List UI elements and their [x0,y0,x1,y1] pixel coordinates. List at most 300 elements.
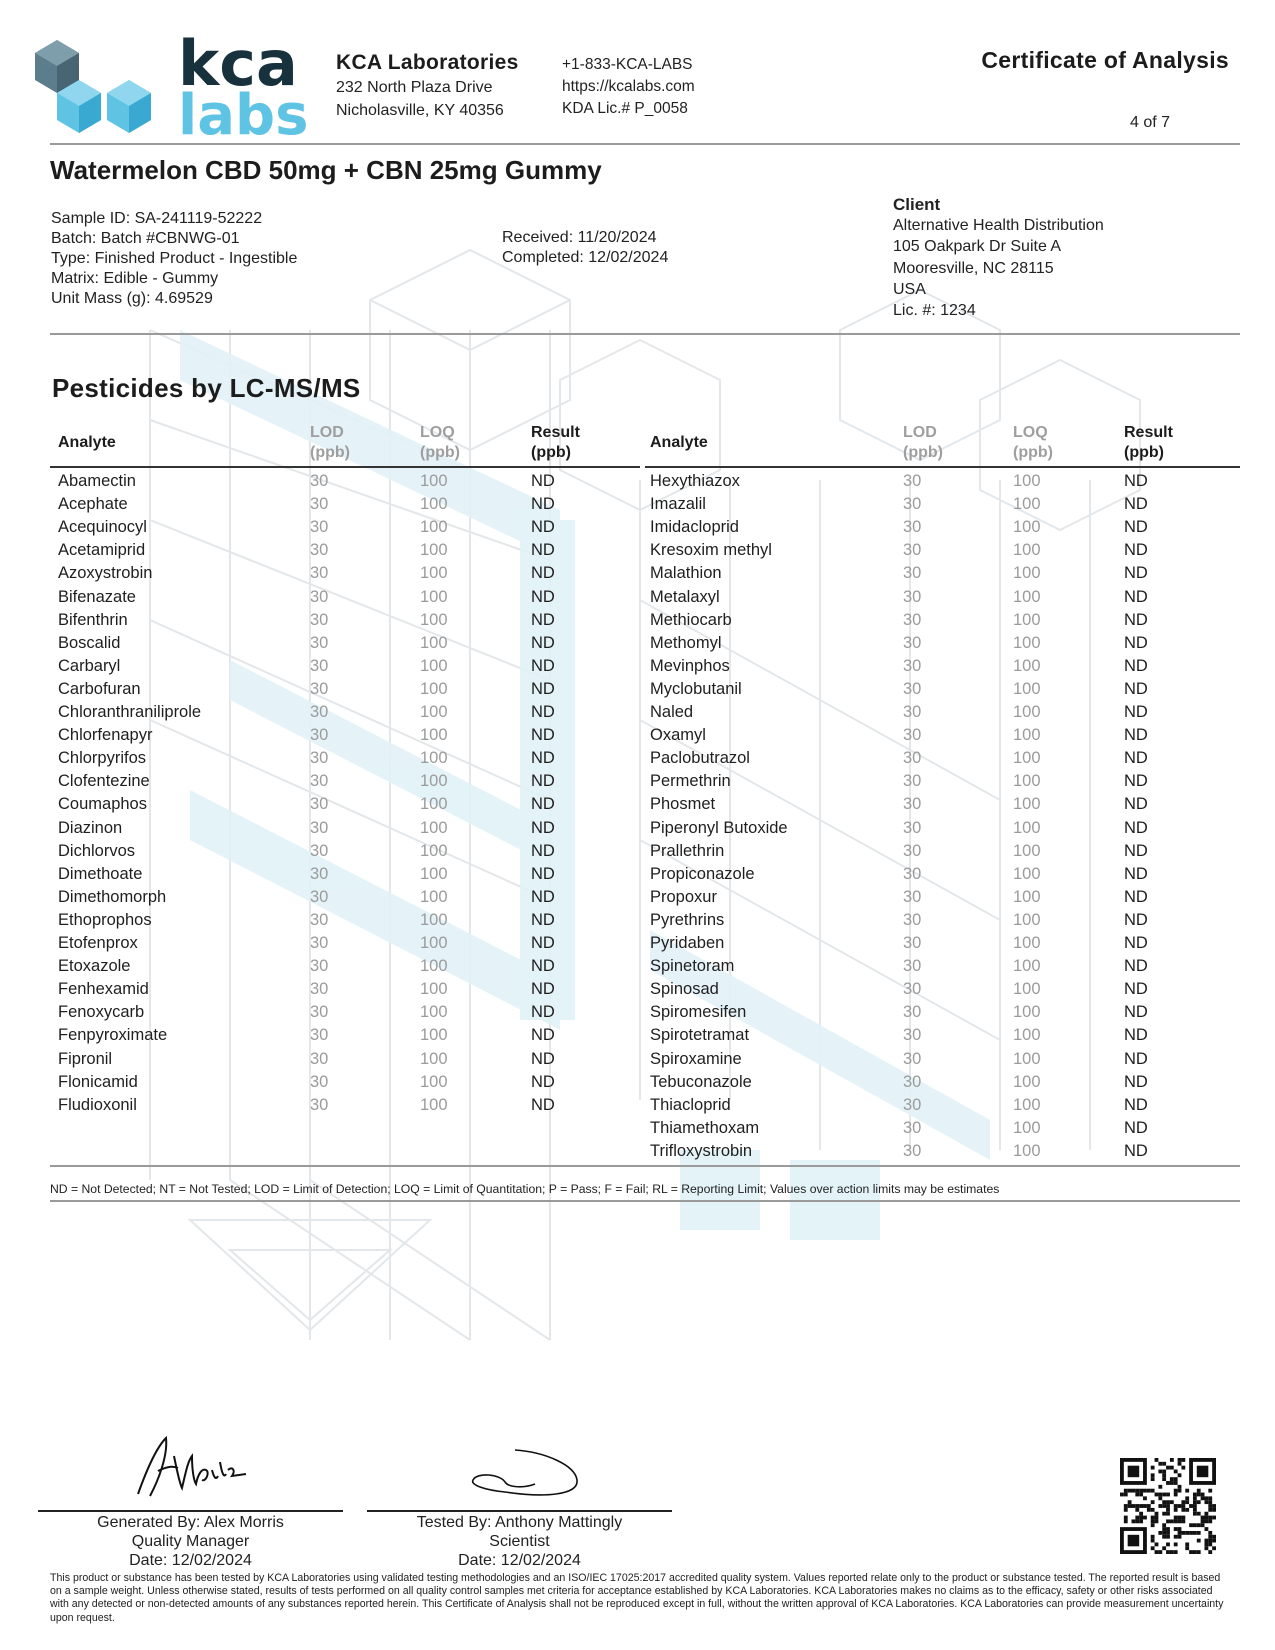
table-row [0,749,1275,772]
header-result-label: Result [531,424,580,441]
cell-result: ND [1124,633,1148,652]
cell-analyte: Chlorpyrifos [58,749,147,768]
lab-address-line2: Nicholasville, KY 40356 [336,102,504,119]
lab-name: KCA Laboratories [336,51,519,74]
cell-lod: 30 [310,679,329,698]
qr-code-icon[interactable] [1120,1458,1216,1554]
table-row [0,1142,1275,1165]
cell-loq: 100 [1013,703,1041,721]
cell-analyte: Dimethoate [58,864,143,883]
cell-loq: 100 [1013,818,1041,837]
cell-analyte: Tebuconazole [650,1072,752,1091]
cell-loq: 100 [1013,887,1041,906]
table-row [0,657,1275,680]
header-lod-label: LOD [903,424,937,441]
cell-analyte: Myclobutanil [650,679,742,698]
cell-result: ND [1124,1003,1148,1022]
cell-result: ND [1124,795,1148,814]
table-row [0,518,1275,541]
cell-analyte: Fenhexamid [58,980,149,999]
cell-loq: 100 [420,633,448,652]
cell-result: ND [531,656,555,675]
cell-lod: 30 [903,772,922,791]
cell-analyte: Paclobutrazol [650,749,750,768]
cell-loq: 100 [1013,726,1041,745]
cell-lod: 30 [903,818,922,837]
cell-result: ND [531,1072,555,1091]
cell-result: ND [1124,518,1148,537]
cell-loq: 100 [420,656,448,675]
cell-loq: 100 [1013,656,1041,675]
table-row [0,888,1275,911]
cell-loq: 100 [1013,934,1041,952]
kca-labs-logo [30,28,310,138]
received-date: Received: 11/20/2024 [502,229,657,246]
cell-loq: 100 [1013,564,1041,583]
table-row [0,1119,1275,1142]
cell-analyte: Acequinocyl [58,518,147,537]
table-row [0,795,1275,818]
header-result-left [531,423,580,463]
cell-lod: 30 [310,1072,329,1091]
cell-analyte: Trifloxystrobin [650,1141,753,1160]
cell-lod: 30 [310,749,329,768]
cell-analyte: Carbaryl [58,656,121,675]
cell-result: ND [1124,587,1148,606]
cell-lod: 30 [310,887,329,906]
cell-lod: 30 [310,1095,329,1114]
cell-loq: 100 [420,980,448,999]
cell-result: ND [1124,564,1148,583]
table-row [0,726,1275,749]
cell-lod: 30 [903,841,922,860]
lab-license: KDA Lic.# P_0058 [562,100,688,117]
cell-analyte: Propiconazole [650,864,755,883]
client-address1: 105 Oakpark Dr Suite A [893,238,1062,256]
cell-loq: 100 [420,1003,448,1022]
cell-loq: 100 [1013,1049,1041,1068]
cell-analyte: Imidacloprid [650,518,739,537]
cell-result: ND [531,749,555,768]
header-result-unit: (ppb) [1124,444,1164,461]
cell-loq: 100 [1013,1095,1041,1114]
cell-lod: 30 [310,841,329,860]
header-lod-label: LOD [310,424,344,441]
table-row [0,495,1275,518]
cell-analyte: Clofentezine [58,772,150,791]
header-lod-right [903,423,943,463]
cell-lod: 30 [310,864,329,883]
header-loq-unit: (ppb) [420,444,460,461]
cell-loq: 100 [1013,1141,1041,1160]
signature-line-generated [38,1510,343,1512]
cell-loq: 100 [1013,841,1041,860]
cell-loq: 100 [1013,795,1041,814]
cell-loq: 100 [420,518,448,537]
generated-by-block [38,1513,343,1570]
cell-lod: 30 [310,587,329,606]
legend: ND = Not Detected; NT = Not Tested; LOD = Limit of Detection; LOQ = Limit of Quantitation; P = Pass; F = Fail; RL = Reporting Limit; Values over action limits may be estimates [50,1182,1000,1196]
header-loq-unit: (ppb) [1013,444,1053,461]
cell-analyte: Hexythiazox [650,472,740,490]
cell-result: ND [1124,1141,1148,1160]
cell-result: ND [1124,749,1148,768]
cell-loq: 100 [420,472,448,490]
tested-by-block [367,1513,672,1570]
info-divider [50,333,1240,335]
cell-analyte: Azoxystrobin [58,564,153,583]
cell-analyte: Fludioxonil [58,1095,137,1114]
cell-analyte: Naled [650,703,694,721]
cell-lod: 30 [310,656,329,675]
table-row [0,703,1275,726]
cell-result: ND [531,703,555,721]
cell-lod: 30 [903,1072,922,1091]
cell-lod: 30 [903,934,922,952]
cell-result: ND [1124,818,1148,837]
cell-analyte: Mevinphos [650,656,730,675]
cell-loq: 100 [420,495,448,514]
cell-result: ND [1124,1095,1148,1114]
cell-result: ND [1124,980,1148,999]
cell-loq: 100 [420,841,448,860]
table-row [0,564,1275,587]
cell-lod: 30 [903,656,922,675]
cell-lod: 30 [310,541,329,560]
table-row [0,772,1275,795]
cell-loq: 100 [1013,610,1041,629]
header-lod-unit: (ppb) [310,444,350,461]
cell-loq: 100 [1013,1072,1041,1091]
table-row [0,588,1275,611]
cell-result: ND [531,841,555,860]
cell-result: ND [531,472,555,490]
cell-lod: 30 [310,957,329,976]
cell-lod: 30 [903,587,922,606]
cell-result: ND [1124,656,1148,675]
dates-info [502,228,668,268]
cell-analyte: Bifenthrin [58,610,128,629]
legend-divider [50,1200,1240,1202]
generated-role: Quality Manager [131,1533,250,1550]
cell-lod: 30 [903,1049,922,1068]
table-row [0,842,1275,865]
lab-address-line1: 232 North Plaza Drive [336,79,493,96]
cell-lod: 30 [310,633,329,652]
document-title: Certificate of Analysis [981,47,1229,73]
client-heading: Client [893,195,941,214]
cell-loq: 100 [1013,495,1041,514]
table-row [0,634,1275,657]
cell-result: ND [1124,957,1148,976]
cell-loq: 100 [420,541,448,560]
cell-lod: 30 [310,518,329,537]
cell-loq: 100 [420,1049,448,1068]
cell-loq: 100 [420,795,448,814]
cell-loq: 100 [420,587,448,606]
cell-loq: 100 [1013,1003,1041,1022]
lab-website[interactable]: https://kcalabs.com [562,78,695,95]
cell-analyte: Abamectin [58,472,136,490]
unit-mass: Unit Mass (g): 4.69529 [51,290,213,307]
cell-loq: 100 [1013,472,1041,490]
cell-lod: 30 [310,772,329,791]
cell-result: ND [1124,703,1148,721]
cell-loq: 100 [420,703,448,721]
cell-analyte: Thiamethoxam [650,1118,760,1137]
cell-loq: 100 [420,818,448,837]
cell-analyte: Chlorfenapyr [58,726,153,745]
cell-result: ND [531,1049,555,1068]
cell-loq: 100 [420,957,448,976]
table-row [0,680,1275,703]
cell-result: ND [1124,1072,1148,1091]
header-loq-label: LOQ [1013,424,1048,441]
cell-lod: 30 [903,910,922,929]
cell-analyte: Phosmet [650,795,716,814]
cell-result: ND [1124,610,1148,629]
cell-analyte: Metalaxyl [650,587,720,606]
cell-lod: 30 [903,980,922,999]
cell-loq: 100 [420,749,448,768]
product-type: Type: Finished Product - Ingestible [51,250,298,267]
cell-analyte: Coumaphos [58,795,147,814]
cell-lod: 30 [310,472,329,490]
header-result-unit: (ppb) [531,444,571,461]
tested-role: Scientist [489,1533,550,1550]
cell-result: ND [1124,541,1148,560]
cell-result: ND [531,910,555,929]
cell-analyte: Kresoxim methyl [650,541,772,560]
cell-lod: 30 [903,1118,922,1137]
cell-loq: 100 [420,726,448,745]
cell-result: ND [531,726,555,745]
cell-analyte: Fenoxycarb [58,1003,145,1022]
signature-line-tested [367,1510,672,1512]
lab-phone: +1-833-KCA-LABS [562,56,693,73]
cell-result: ND [531,957,555,976]
header-loq-label: LOQ [420,424,455,441]
cell-analyte: Boscalid [58,633,121,652]
cell-lod: 30 [903,472,922,490]
cell-result: ND [1124,1118,1148,1137]
table-row [0,541,1275,564]
cell-lod: 30 [310,564,329,583]
client-info [893,194,1104,321]
cell-analyte: Acephate [58,495,128,514]
cell-loq: 100 [420,864,448,883]
cell-loq: 100 [1013,518,1041,537]
cell-lod: 30 [903,541,922,560]
cell-lod: 30 [310,610,329,629]
cell-analyte: Flonicamid [58,1072,138,1091]
table-row [0,1026,1275,1049]
cell-lod: 30 [903,495,922,514]
cell-analyte: Diazinon [58,818,123,837]
cell-result: ND [531,864,555,883]
cell-lod: 30 [310,818,329,837]
cell-analyte: Bifenazate [58,587,136,606]
client-name: Alternative Health Distribution [893,217,1104,235]
cell-lod: 30 [903,633,922,652]
matrix: Matrix: Edible - Gummy [51,270,219,287]
cell-result: ND [531,1095,555,1114]
cell-loq: 100 [420,1072,448,1091]
cell-loq: 100 [420,910,448,929]
table-header-rule-left [50,466,640,468]
cell-lod: 30 [903,1095,922,1114]
cell-result: ND [531,587,555,606]
cell-loq: 100 [420,679,448,698]
cell-result: ND [1124,772,1148,791]
cell-analyte: Carbofuran [58,679,141,698]
client-license: Lic. #: 1234 [893,302,976,320]
cell-analyte: Etoxazole [58,957,131,976]
header-loq-right [1013,423,1053,463]
cell-result: ND [1124,910,1148,929]
cell-lod: 30 [903,1003,922,1022]
cell-loq: 100 [1013,772,1041,791]
cell-result: ND [1124,472,1148,490]
header-result-label: Result [1124,424,1173,441]
cell-analyte: Chloranthraniliprole [58,703,202,721]
signature-alex-morris [128,1426,258,1506]
cell-loq: 100 [1013,864,1041,883]
cell-result: ND [531,1026,555,1045]
table-row [0,934,1275,957]
product-title: Watermelon CBD 50mg + CBN 25mg Gummy [50,155,602,185]
disclaimer: This product or substance has been tested by KCA Laboratories using validated testing methodologies and an ISO/IEC 17025:2017 accredited quality system. Values reported relate only to the product or substance tested. The reported result is based on a sample weight. Unless otherwise stated, results of tests performed on all quality control samples met criteria for acceptance established by KCA Laboratories. KCA Laboratories makes no claims as to the efficacy, safety or other risks associated with any detected or non-detected amounts of any substances reported herein. This Certificate of Analysis shall not be reproduced except in full, without the written approval of KCA Laboratories. KCA Laboratories can provide measurement uncertainty upon request. [50,1572,1224,1624]
cell-result: ND [1124,1049,1148,1068]
cell-analyte: Imazalil [650,495,706,514]
cell-loq: 100 [1013,910,1041,929]
cell-result: ND [531,934,555,952]
table-row [0,980,1275,1003]
client-country: USA [893,280,926,298]
cell-lod: 30 [310,1026,329,1045]
cell-analyte: Piperonyl Butoxide [650,818,788,837]
table-bottom-divider [50,1165,1240,1167]
cell-loq: 100 [1013,633,1041,652]
cell-lod: 30 [310,910,329,929]
cell-analyte: Spinetoram [650,957,735,976]
logo-text-labs: labs [178,83,309,138]
sample-id: Sample ID: SA-241119-52222 [51,210,263,227]
cell-result: ND [531,541,555,560]
page-number: 4 of 7 [1129,114,1170,131]
cell-result: ND [1124,1026,1148,1045]
cell-result: ND [531,772,555,791]
cell-result: ND [531,795,555,814]
section-title: Pesticides by LC-MS/MS [52,373,361,403]
table-row [0,1073,1275,1096]
cell-result: ND [531,980,555,999]
tested-by: Tested By: Anthony Mattingly [416,1514,623,1531]
cell-lod: 30 [903,1141,922,1160]
tested-date: Date: 12/02/2024 [458,1552,581,1569]
cell-analyte: Prallethrin [650,841,725,860]
table-row [0,611,1275,634]
cell-loq: 100 [1013,749,1041,768]
cell-lod: 30 [903,795,922,814]
cell-analyte: Spirotetramat [650,1026,750,1045]
cell-analyte: Ethoprophos [58,910,152,929]
cell-analyte: Methomyl [650,633,722,652]
generated-date: Date: 12/02/2024 [129,1552,252,1569]
cell-analyte: Fipronil [58,1049,113,1068]
cell-result: ND [531,495,555,514]
cell-lod: 30 [310,934,329,952]
cell-analyte: Methiocarb [650,610,732,629]
cell-loq: 100 [1013,541,1041,560]
table-row [0,1096,1275,1119]
cell-analyte: Etofenprox [58,934,138,952]
header-lod-unit: (ppb) [903,444,943,461]
header-divider [50,143,1240,145]
cell-analyte: Oxamyl [650,726,706,745]
cell-lod: 30 [903,887,922,906]
cell-result: ND [531,633,555,652]
header-loq-left [420,423,460,463]
cell-loq: 100 [1013,980,1041,999]
cell-loq: 100 [420,1026,448,1045]
cell-loq: 100 [420,610,448,629]
cell-analyte: Acetamiprid [58,541,146,560]
cell-result: ND [531,679,555,698]
table-header-rule-right [645,466,1240,468]
generated-by: Generated By: Alex Morris [97,1514,284,1531]
cell-result: ND [1124,679,1148,698]
cell-lod: 30 [903,679,922,698]
cell-result: ND [531,1003,555,1022]
table-row [0,865,1275,888]
cell-lod: 30 [903,610,922,629]
cell-loq: 100 [420,772,448,791]
cell-loq: 100 [420,564,448,583]
header-analyte-left: Analyte [58,434,116,451]
cell-lod: 30 [310,726,329,745]
header-analyte-right: Analyte [650,434,708,451]
cell-result: ND [1124,841,1148,860]
cell-lod: 30 [310,495,329,514]
cell-lod: 30 [310,1049,329,1068]
cell-loq: 100 [1013,957,1041,976]
signature-anthony-mattingly [465,1440,585,1500]
cell-lod: 30 [903,564,922,583]
cell-loq: 100 [420,934,448,952]
cell-loq: 100 [1013,679,1041,698]
cell-analyte: Thiacloprid [650,1095,731,1114]
completed-date: Completed: 12/02/2024 [502,249,669,266]
sample-info [51,209,297,309]
cell-result: ND [531,518,555,537]
cell-loq: 100 [420,887,448,906]
cell-result: ND [531,887,555,906]
table-row [0,1003,1275,1026]
cell-lod: 30 [310,795,329,814]
table-row [0,911,1275,934]
cell-lod: 30 [310,1003,329,1022]
cell-analyte: Pyrethrins [650,910,725,929]
cell-analyte: Dimethomorph [58,887,167,906]
cell-lod: 30 [903,1026,922,1045]
cell-loq: 100 [1013,587,1041,606]
table-row [0,819,1275,842]
table-row [0,1050,1275,1073]
header-lod-left [310,423,350,463]
cell-analyte: Propoxur [650,887,717,906]
cell-result: ND [531,610,555,629]
